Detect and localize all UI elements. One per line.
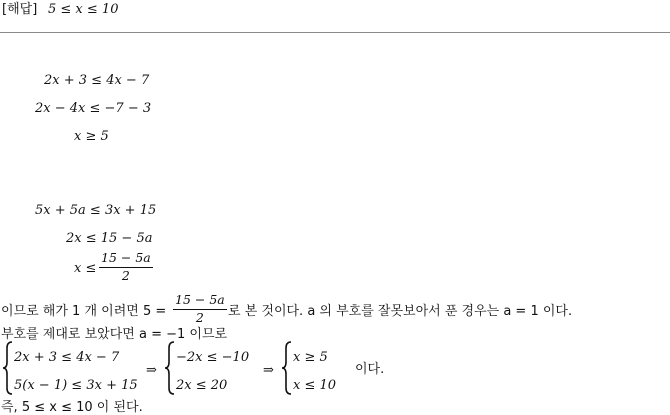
left-brace-2 [164, 340, 176, 396]
divider-line [0, 32, 670, 33]
left-brace-3 [281, 340, 293, 396]
eq2-line3-lhs: x ≤ [74, 261, 97, 276]
answer-expression: 5 ≤ x ≤ 10 [48, 2, 119, 17]
eq1-line1: 2x + 3 ≤ 4x − 7 [44, 73, 150, 88]
eq2-fraction-denominator: 2 [121, 267, 130, 283]
explanation-part2: 로 본 것이다. a 의 부호를 잘못보아서 푼 경우는 a = 1 이다. [228, 304, 573, 319]
explanation-fraction-numerator: 15 − 5a [173, 294, 227, 310]
explanation-fraction [173, 294, 227, 324]
explanation-fraction-denominator: 2 [195, 309, 204, 325]
system1-bottom: 5(x − 1) ≤ 3x + 15 [14, 378, 138, 393]
eq2-fraction-numerator: 15 − 5a [99, 252, 153, 268]
answer-label: [해답] [2, 2, 38, 17]
system2-top: −2x ≤ −10 [176, 350, 250, 365]
eq1-line2: 2x − 4x ≤ −7 − 3 [35, 101, 152, 116]
implies-arrow-1: ⇒ [146, 363, 157, 378]
system1-top: 2x + 3 ≤ 4x − 7 [14, 350, 120, 365]
left-brace-1 [2, 340, 14, 396]
eq2-line1: 5x + 5a ≤ 3x + 15 [35, 203, 157, 218]
conclusion-text: 즉, 5 ≤ x ≤ 10 이 된다. [1, 400, 143, 415]
system3-bottom: x ≤ 10 [293, 378, 337, 393]
eq1-line3: x ≥ 5 [74, 129, 109, 144]
system2-bottom: 2x ≤ 20 [176, 378, 228, 393]
explanation-part1: 이므로 해가 1 개 이려면 5 = [1, 304, 167, 319]
eq2-line3-fraction [99, 252, 153, 282]
explanation-line2: 부호를 제대로 보았다면 a = −1 이므로 [1, 327, 228, 342]
system3-top: x ≥ 5 [293, 350, 328, 365]
system-tail-text: 이다. [355, 362, 385, 377]
eq2-line2: 2x ≤ 15 − 5a [66, 231, 153, 246]
implies-arrow-2: ⇒ [263, 363, 274, 378]
